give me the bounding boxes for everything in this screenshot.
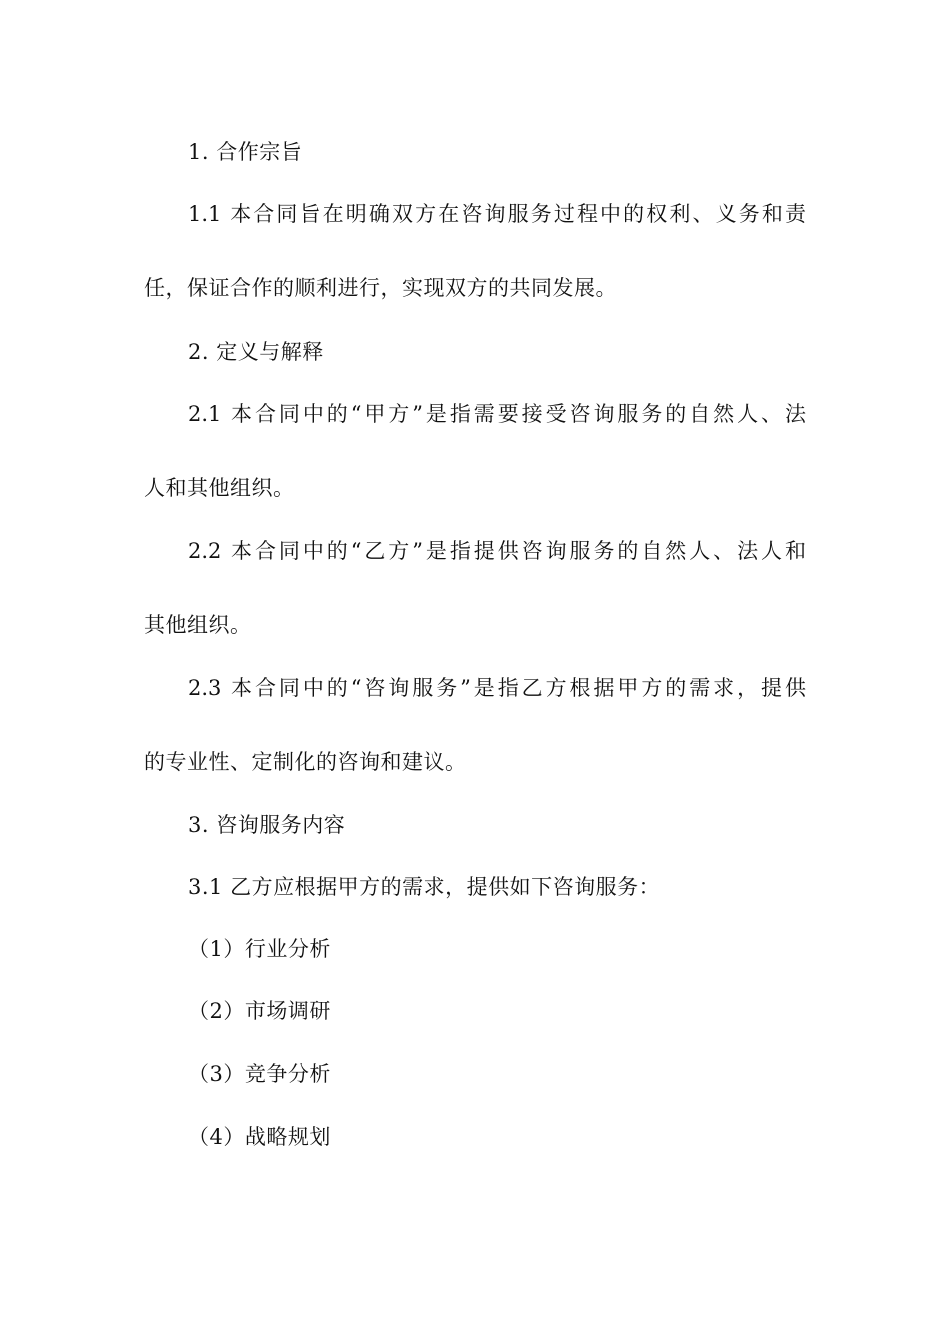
list-item-4: （4）战略规划 — [188, 1125, 331, 1149]
list-item-1: （1）行业分析 — [188, 937, 331, 961]
list-item-2: （2）市场调研 — [188, 999, 331, 1023]
list-item-3: （3）竞争分析 — [188, 1062, 331, 1086]
clause-1-1-line-1: 1.1 本合同旨在明确双方在咨询服务过程中的权利、义务和责 — [188, 202, 806, 226]
clause-3-1: 3.1 乙方应根据甲方的需求，提供如下咨询服务： — [188, 875, 661, 899]
clause-1-1-line-2: 任，保证合作的顺利进行，实现双方的共同发展。 — [144, 276, 617, 300]
section-heading-1: 1. 合作宗旨 — [188, 140, 303, 164]
clause-2-3-line-2: 的专业性、定制化的咨询和建议。 — [144, 750, 467, 774]
clause-2-1-line-1: 2.1 本合同中的“甲方”是指需要接受咨询服务的自然人、法 — [188, 402, 806, 426]
section-heading-3: 3. 咨询服务内容 — [188, 813, 346, 837]
clause-2-2-line-1: 2.2 本合同中的“乙方”是指提供咨询服务的自然人、法人和 — [188, 539, 806, 563]
clause-2-1-line-2: 人和其他组织。 — [144, 476, 295, 500]
clause-2-2-line-2: 其他组织。 — [144, 613, 252, 637]
section-heading-2: 2. 定义与解释 — [188, 340, 324, 364]
clause-2-3-line-1: 2.3 本合同中的“咨询服务”是指乙方根据甲方的需求，提供 — [188, 676, 806, 700]
